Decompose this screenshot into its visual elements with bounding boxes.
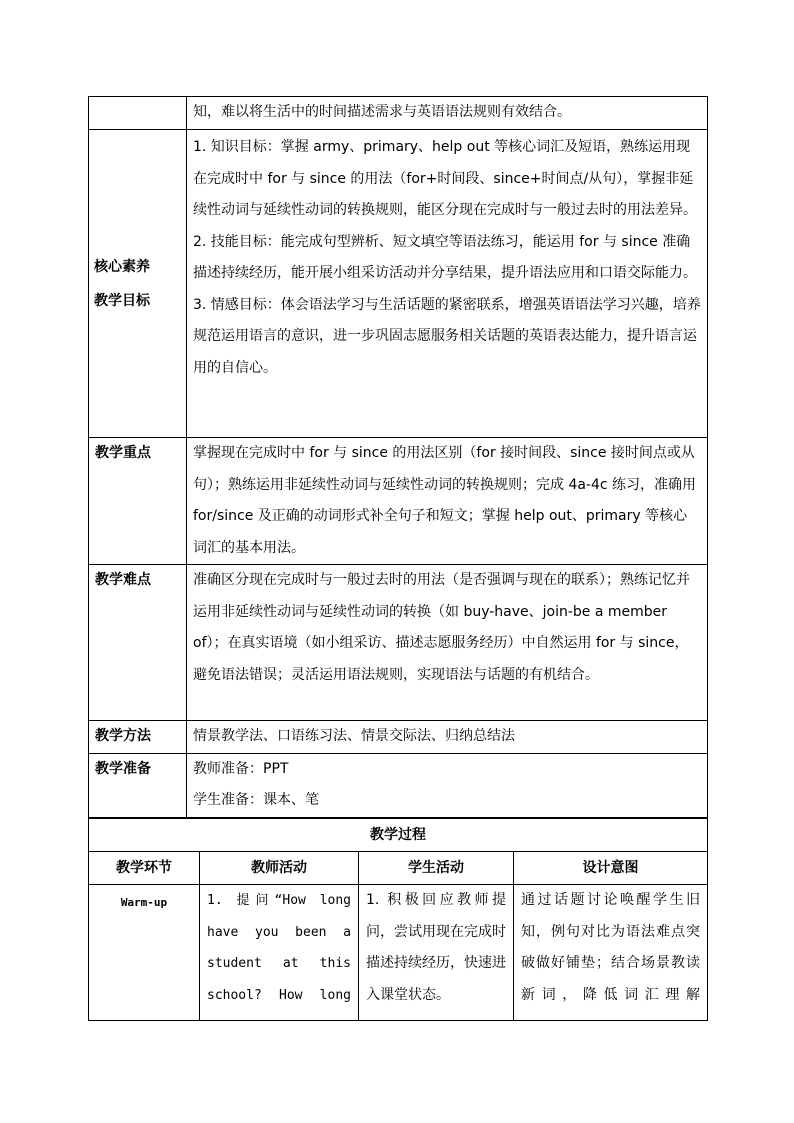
teacher-preparation: 教师准备：PPT xyxy=(193,760,289,777)
objective-emotion: 3. 情感目标：体会语法学习与生活话题的紧密联系，增强英语语法学习兴趣，培养规范运用语言的意识，进一步巩固志愿服务相关话题的英语表达能力，提升语言运用的自信心。 xyxy=(193,296,701,376)
objectives-content xyxy=(187,130,708,438)
key-points-label: 教学重点 xyxy=(89,438,187,565)
difficulties-label: 教学难点 xyxy=(89,565,187,721)
continued-row xyxy=(89,97,708,130)
process-title-row xyxy=(89,819,708,852)
preparation-content xyxy=(187,753,708,817)
objective-knowledge: 1. 知识目标：掌握 army、primary、help out 等核心词汇及短语，熟练运用现在完成时中 for 与 since 的用法（for+时间段、since+时间点/从句），掌握非延续性动词与延续性动词的转换规则，能区分现在完成时与一般过去时的用法差异。 xyxy=(193,139,697,218)
student-preparation: 学生准备：课本、笔 xyxy=(193,792,319,808)
lesson-plan-info-table xyxy=(88,96,708,818)
objectives-row xyxy=(89,130,708,438)
stage-cell: Warm-up xyxy=(89,885,200,1021)
objectives-label-line1: 核心素养 xyxy=(94,258,150,275)
header-design-intent: 设计意图 xyxy=(514,852,708,885)
student-activity-cell: 1. 积极回应教师提问，尝试用现在完成时描述持续经历，快速进入课堂状态。 xyxy=(359,885,514,1021)
teacher-activity-cell: 1. 提问“How long have you been a student at this school? How long xyxy=(200,885,359,1021)
preparation-label: 教学准备 xyxy=(89,753,187,817)
methods-text: 情景教学法、口语练习法、情景交际法、归纳总结法 xyxy=(187,721,708,754)
difficulties-text: 准确区分现在完成时与一般过去时的用法（是否强调与现在的联系）；熟练记忆并运用非延续性动词与延续性动词的转换（如 buy-have、join-be a member of）；在真实语境（如小组采访、描述志愿服务经历）中自然运用 for 与 since，避免语法错误；灵活运用语法规则，实现语法与话题的有机结合。 xyxy=(187,565,708,721)
difficulties-row xyxy=(89,565,708,721)
methods-label: 教学方法 xyxy=(89,721,187,754)
header-student-activity: 学生活动 xyxy=(359,852,514,885)
teaching-process-table xyxy=(88,818,708,1021)
objectives-label xyxy=(89,130,187,438)
preparation-row xyxy=(89,753,708,817)
objective-skills: 2. 技能目标：能完成句型辨析、短文填空等语法练习，能运用 for 与 since 准确描述持续经历，能开展小组采访活动并分享结果，提升语法应用和口语交际能力。 xyxy=(193,233,697,281)
continued-label-cell xyxy=(89,97,187,130)
header-stage: 教学环节 xyxy=(89,852,200,885)
key-points-text: 掌握现在完成时中 for 与 since 的用法区别（for 接时间段、since 接时间点或从句）；熟练运用非延续性动词与延续性动词的转换规则；完成 4a-4c 练习，准确用 for/since 及正确的动词形式补全句子和短文；掌握 help out、primary 等核心词汇的基本用法。 xyxy=(187,438,708,565)
design-intent-cell: 通过话题讨论唤醒学生旧知，例句对比为语法难点突破做好铺垫；结合场景教读新词，降低词汇理解 xyxy=(514,885,708,1021)
objectives-label-line2: 教学目标 xyxy=(94,292,150,309)
header-teacher-activity: 教师活动 xyxy=(200,852,359,885)
methods-row xyxy=(89,721,708,754)
process-header-row xyxy=(89,852,708,885)
process-row-warmup xyxy=(89,885,708,1021)
key-points-row xyxy=(89,438,708,565)
continued-text: 知，难以将生活中的时间描述需求与英语语法规则有效结合。 xyxy=(187,97,708,130)
process-title: 教学过程 xyxy=(89,819,708,852)
